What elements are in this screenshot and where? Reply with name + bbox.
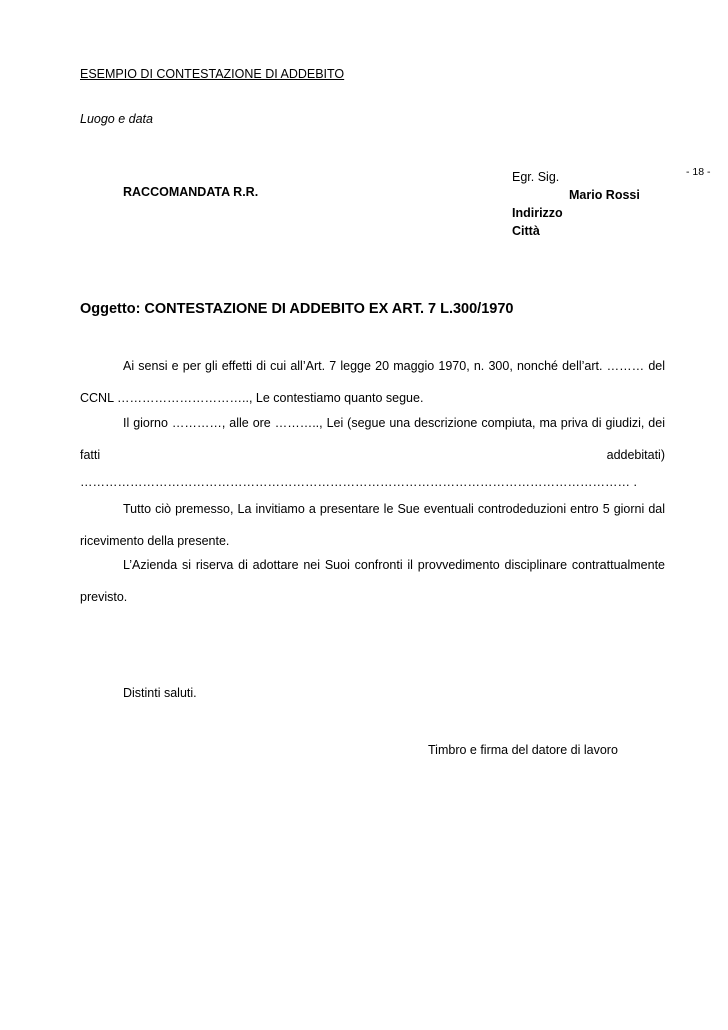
recipient-city: Città [512,224,540,238]
place-and-date: Luogo e data [80,112,153,126]
paragraph-3-line-2: ricevimento della presente. [80,534,230,548]
recipient-salutation: Egr. Sig. [512,170,560,184]
paragraph-2-line-1: Il giorno …………, alle ore ……….., Lei (segue una descrizione compiuta, ma priva di giudizi, dei [123,416,665,430]
paragraph-4 [80,556,665,607]
paragraph-2-word-addebitati: addebitati) [606,448,665,462]
paragraph-4-line-2: previsto. [80,590,128,604]
recipient-block [512,168,640,240]
closing-salutation: Distinti saluti. [123,686,197,700]
recipient-address: Indirizzo [512,206,563,220]
page-number: - 18 - [686,166,711,178]
signature-line: Timbro e firma del datore di lavoro [428,743,618,757]
delivery-method: RACCOMANDATA R.R. [123,185,259,199]
paragraph-2-line-2 [80,446,665,465]
recipient-name: Mario Rossi [569,188,640,202]
subject-line: Oggetto: CONTESTAZIONE DI ADDEBITO EX ART. 7 L.300/1970 [80,301,514,317]
paragraph-1-line-1: Ai sensi e per gli effetti di cui all’Art. 7 legge 20 maggio 1970, n. 300, nonché dell’art. ……… del [123,359,665,373]
paragraph-2-word-fatti: fatti [80,448,101,462]
paragraph-2-line-3: …………………………………………………………………………………………………………………… . [80,475,637,489]
paragraph-1 [80,357,665,408]
paragraph-3 [80,500,665,551]
paragraph-3-line-1: Tutto ciò premesso, La invitiamo a presentare le Sue eventuali controdeduzioni entro 5 giorni dal [123,502,665,516]
paragraph-2 [80,414,665,492]
paragraph-1-line-2: CCNL ………………………….., Le contestiamo quanto segue. [80,391,424,405]
document-heading: ESEMPIO DI CONTESTAZIONE DI ADDEBITO [80,67,345,81]
paragraph-4-line-1: L’Azienda si riserva di adottare nei Suoi confronti il provvedimento disciplinare contrattualmente [123,558,665,572]
